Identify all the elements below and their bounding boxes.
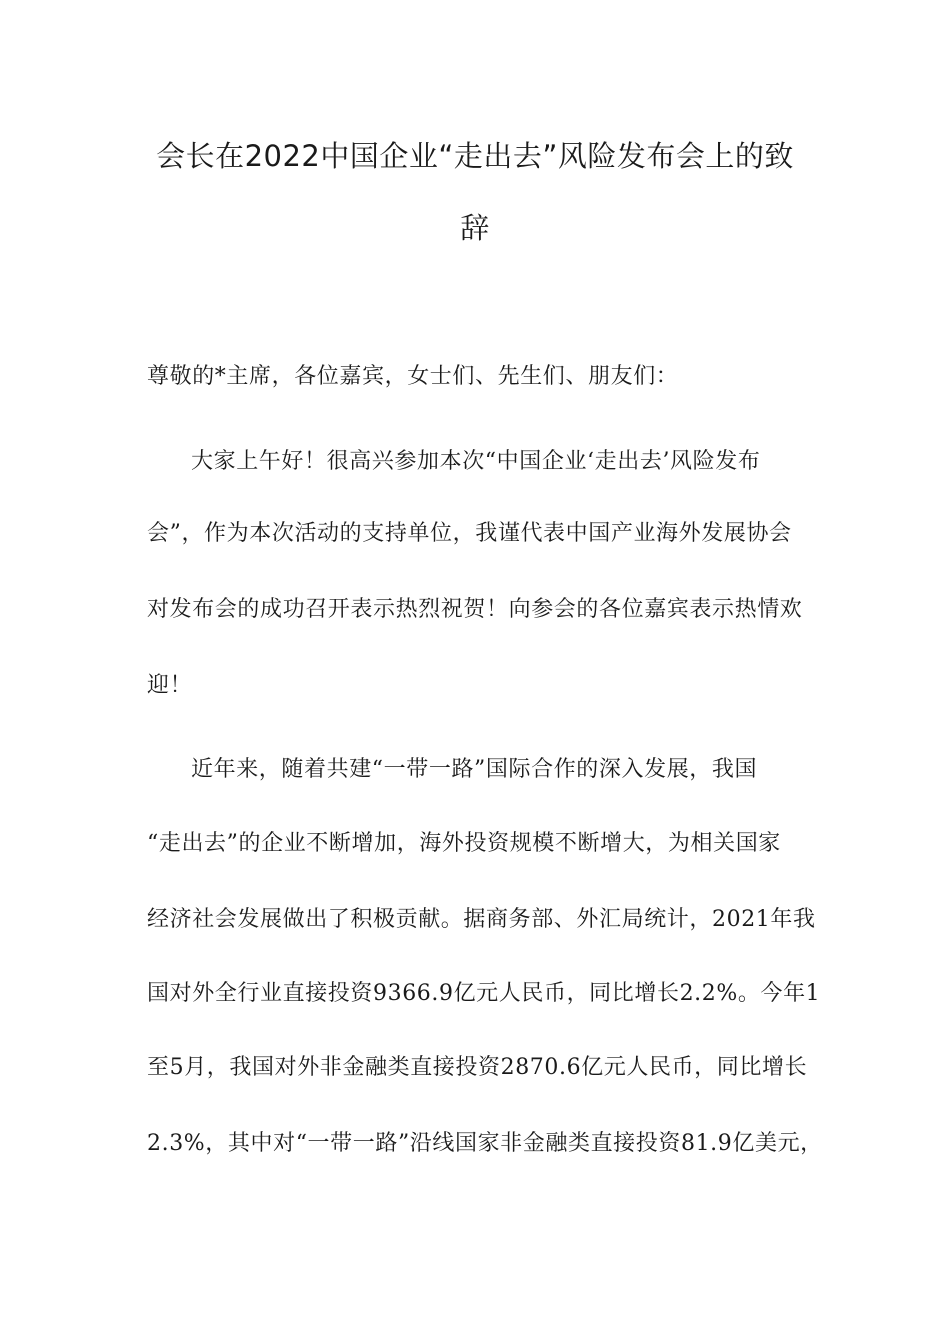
paragraph2-line: 近年来，随着共建“一带一路”国际合作的深入发展，我国 xyxy=(191,757,758,782)
paragraph2-line: “走出去”的企业不断增加，海外投资规模不断增大，为相关国家 xyxy=(147,831,781,856)
paragraph1-line: 迎！ xyxy=(147,673,193,698)
salutation: 尊敬的*主席，各位嘉宾，女士们、先生们、朋友们： xyxy=(147,364,679,389)
paragraph1-line: 会”，作为本次活动的支持单位，我谨代表中国产业海外发展协会 xyxy=(147,521,792,546)
paragraph1-line: 大家上午好！很高兴参加本次“中国企业‘走出去’风险发布 xyxy=(191,449,761,474)
paragraph2-line: 经济社会发展做出了积极贡献。据商务部、外汇局统计，2021年我 xyxy=(147,907,816,932)
paragraph2-line: 至5月，我国对外非金融类直接投资2870.6亿元人民币，同比增长 xyxy=(147,1055,808,1080)
paragraph2-line: 国对外全行业直接投资9366.9亿元人民币，同比增长2.2%。今年1 xyxy=(147,981,821,1006)
document-title-line-1: 会长在2022中国企业“走出去”风险发布会上的致 xyxy=(156,139,794,173)
paragraph1-line: 对发布会的成功召开表示热烈祝贺！向参会的各位嘉宾表示热情欢 xyxy=(147,597,803,622)
document-title-line-2: 辞 xyxy=(460,211,490,245)
paragraph2-line: 2.3%，其中对“一带一路”沿线国家非金融类直接投资81.9亿美元， xyxy=(147,1131,823,1156)
